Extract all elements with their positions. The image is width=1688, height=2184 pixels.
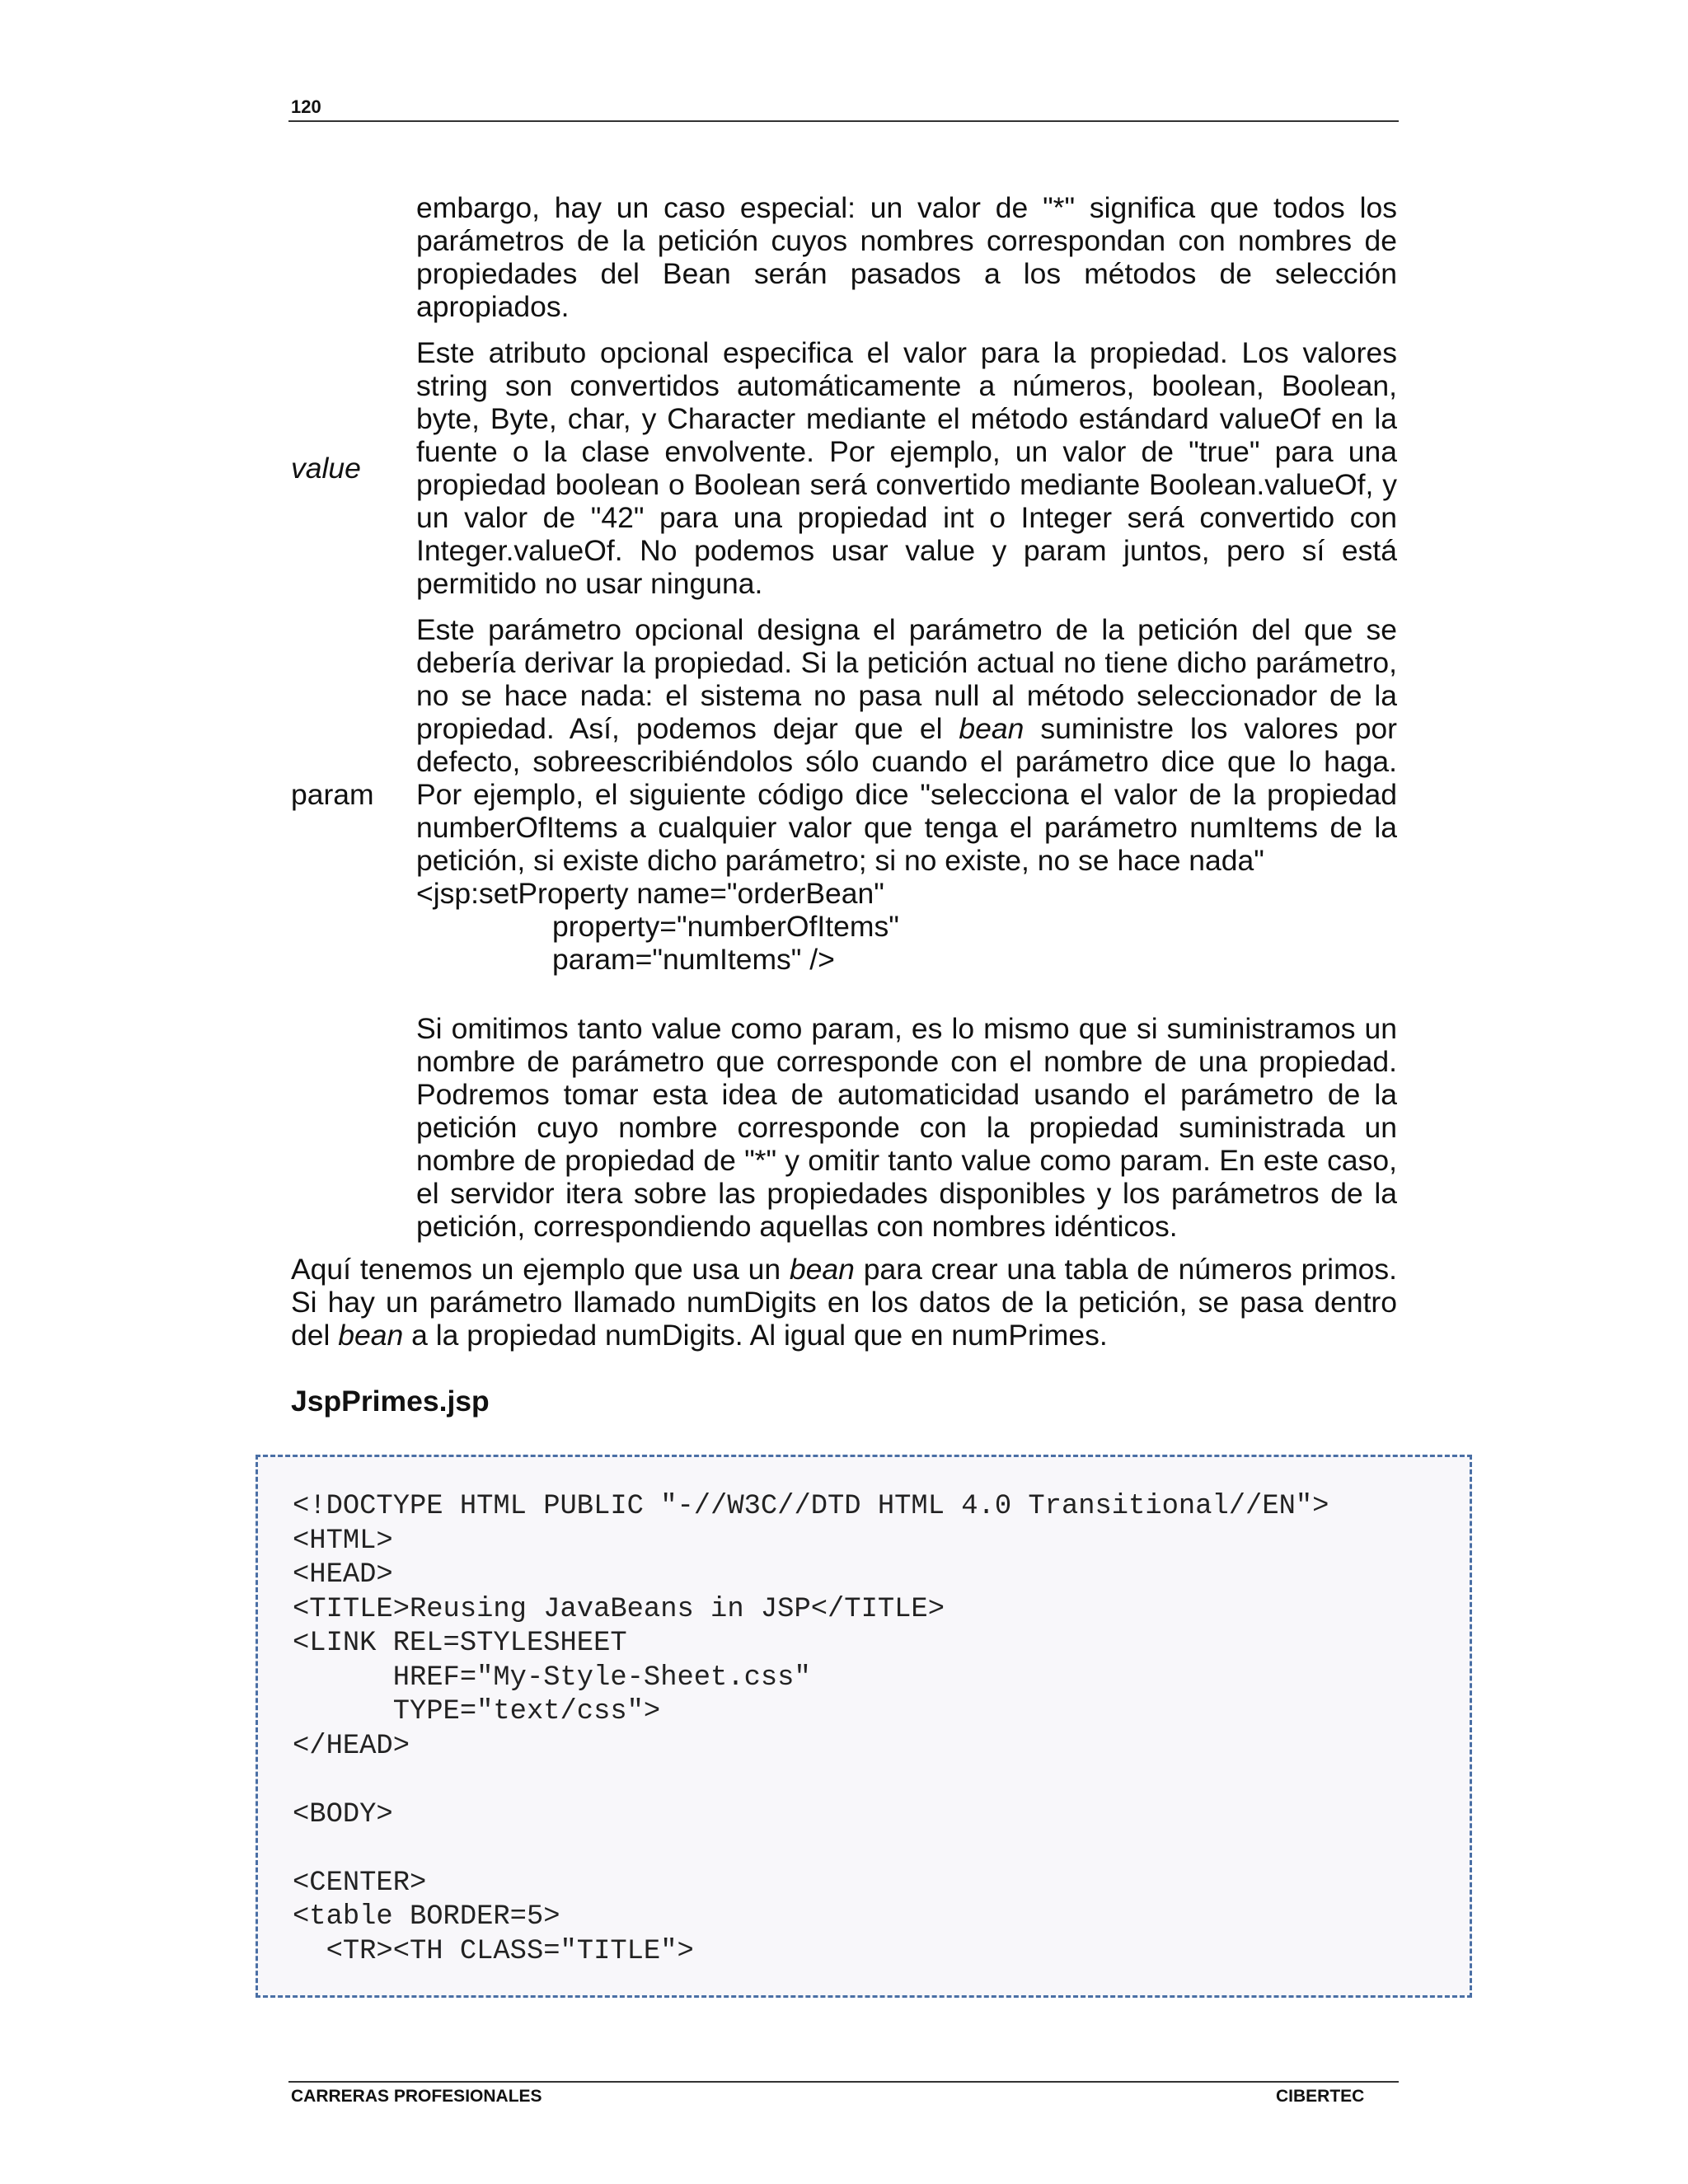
footer-left: CARRERAS PROFESIONALES <box>291 2087 542 2106</box>
definition-list <box>291 191 1397 1243</box>
property-description-continuation <box>416 191 1397 323</box>
intro-paragraph <box>291 1253 1397 1352</box>
value-description <box>416 336 1397 600</box>
definition-property-continuation <box>291 191 1397 323</box>
term-param: param <box>291 778 374 811</box>
definition-param <box>291 613 1397 976</box>
term-value: value <box>291 452 361 485</box>
code-box <box>256 1455 1472 1998</box>
param-description-text <box>416 613 1397 877</box>
param-description <box>416 613 1397 976</box>
param-desc-part2: suministre los valores por defecto, sobreescribiéndolos sólo cuando el parámetro dice que lo haga. Por ejemplo, el siguiente código dice "selecciona el valor de la propiedad numberOfItems a cualquier valor que tenga el parámetro numItems de la petición, si existe dicho parámetro; si no existe, no se hace nada" <box>416 712 1398 877</box>
param-example-line-3: param="numItems" /> <box>552 943 835 976</box>
definition-value <box>291 336 1397 600</box>
param-example-line-1: <jsp:setProperty name="orderBean" <box>416 877 884 910</box>
footer-rule <box>288 2081 1399 2083</box>
page-number: 120 <box>291 96 321 117</box>
footer-right: CIBERTEC <box>1276 2087 1365 2106</box>
param-note <box>416 1012 1397 1243</box>
intro-italic-1: bean <box>789 1253 855 1286</box>
code-listing: <!DOCTYPE HTML PUBLIC "-//W3C//DTD HTML 4.0 Transitional//EN"> <HTML> <HEAD> <TITLE>Reusing JavaBeans in JSP</TITLE> <LINK REL=STYLESHEET HREF="My-Style-Sheet.css" TYPE="text/css"> </HEAD> <BODY> <CENTER> <table BORDER=5> <TR><TH CLASS="TITLE"> <box>293 1491 1329 1967</box>
param-note-text: Si omitimos tanto value como param, es lo mismo que si suministramos un nombre de parámetro que corresponde con el nombre de una propiedad. Podremos tomar esta idea de automaticidad usando el parámetro de la petición cuyo nombre corresponde con la propiedad suministrada un nombre de propiedad de "*" y omitir tanto value como param. En este caso, el servidor itera sobre las propiedades disponibles y los parámetros de la petición, correspondiendo aquellas con nombres idénticos. <box>416 1012 1397 1243</box>
property-continuation-text: embargo, hay un caso especial: un valor de "*" significa que todos los parámetros de la petición cuyos nombres correspondan con nombres de propiedades del Bean serán pasados a los métodos de selección apropiados. <box>416 191 1397 323</box>
param-example-line-2: property="numberOfItems" <box>552 910 899 943</box>
file-title: JspPrimes.jsp <box>291 1385 490 1418</box>
param-desc-part1: Este parámetro opcional designa el parámetro de la petición del que se debería derivar la propiedad. Si la petición actual no tiene dicho parámetro, no se hace nada: el sistema no pasa null al método seleccionador de la propiedad. Así, podemos dejar que el <box>416 613 1397 745</box>
value-description-text: Este atributo opcional especifica el valor para la propiedad. Los valores string son convertidos automáticamente a números, boolean, Boolean, byte, Byte, char, y Character mediante el método estándard valueOf en la fuente o la clase envolvente. Por ejemplo, un valor de "true" para una propiedad boolean o Boolean será convertido mediante Boolean.valueOf, y un valor de "42" para una propiedad int o Integer será convertido con Integer.valueOf. No podemos usar value y param juntos, pero sí está permitido no usar ninguna. <box>416 336 1397 600</box>
intro-part2: para crear una tabla de números primos. Si hay un parámetro llamado numDigits en los datos de la petición, se pasa dentro del <box>291 1253 1397 1352</box>
header-rule <box>288 120 1399 122</box>
definition-param-note <box>291 1012 1397 1243</box>
intro-part3: a la propiedad numDigits. Al igual que en numPrimes. <box>403 1319 1108 1352</box>
param-desc-italic: bean <box>959 712 1025 745</box>
intro-part1: Aquí tenemos un ejemplo que usa un <box>291 1253 790 1286</box>
intro-italic-2: bean <box>338 1319 404 1352</box>
